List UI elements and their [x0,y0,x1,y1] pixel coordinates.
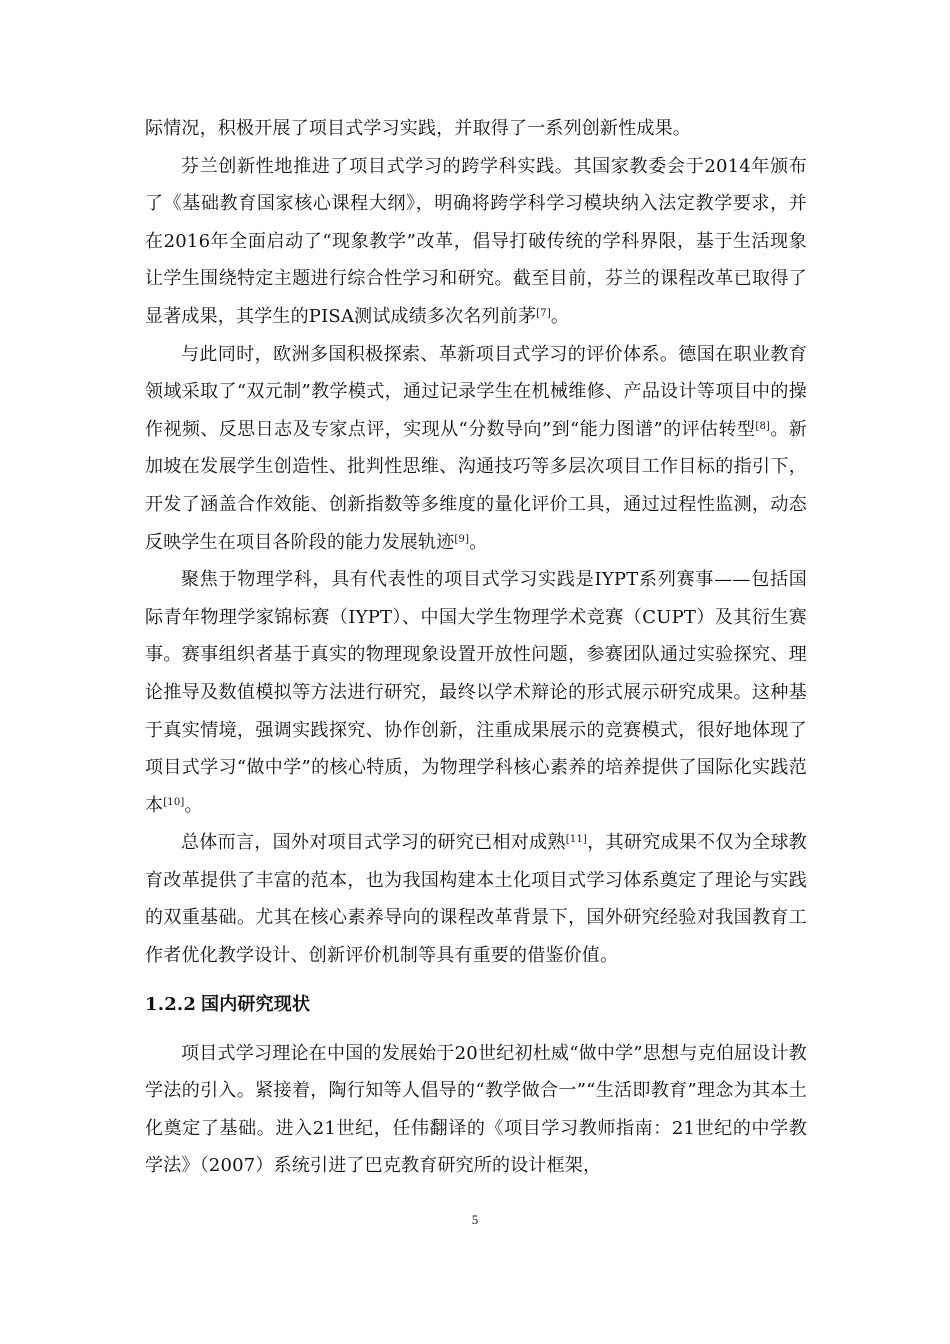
paragraph-text: ，其研究成果不仅为全球教育改革提供了丰富的范本，也为我国构建本土化项目式学习体系奠定了理论与实践的双重基础。尤其在核心素养导向的课程改革背景下，国外研究经验对我国教育工作者优化教学设计、创新评价机制等具有重要的借鉴价值。 [145,832,808,967]
citation-ref: [7] [536,307,551,319]
section-title: 国内研究现状 [201,993,311,1015]
citation-ref: [8] [755,420,771,432]
paragraph-end: 。 [184,794,203,816]
citation-ref: [10] [163,796,185,808]
section-number: 1.2.2 [145,993,197,1015]
paragraph-end: 。 [550,305,570,327]
paragraph-text: 。新加坡在发展学生创造性、批判性思维、沟通技巧等多层次项目工作目标的指引下，开发了涵盖合作效能、创新指数等多维度的量化评价工具，通过过程性监测，动态反映学生在项目各阶段的能力发展轨迹 [145,418,807,553]
paragraph-finland [145,148,807,336]
paragraph-text: 际情况，积极开展了项目式学习实践，并取得了一系列创新性成果。 [145,118,691,139]
paragraph-continuation [145,110,807,148]
paragraph-physics [145,561,807,824]
citation-ref: [9] [454,533,470,545]
page-number: 5 [471,1212,479,1227]
paragraph-text: 聚焦于物理学科，具有代表性的项目式学习实践是IYPT系列赛事——包括国际青年物理学家锦标赛（IYPT）、中国大学生物理学术竞赛（CUPT）及其衍生赛事。赛事组织者基于真实的物理现象设置开放性问题，参赛团队通过实验探究、理论推导及数值模拟等方法进行研究，最终以学术辩论的形式展示研究成果。这种基于真实情境，强调实践探究、协作创新，注重成果展示的竞赛模式，很好地体现了项目式学习“做中学”的核心特质，为物理学科核心素养的培养提供了国际化实践范本 [145,569,807,816]
paragraph-text: 芬兰创新性地推进了项目式学习的跨学科实践。其国家教委会于2014年颁布了《基础教育国家核心课程大纲》，明确将跨学科学习模块纳入法定教学要求，并在2016年全面启动了“现象教学”改革，倡导打破传统的学科界限，基于生活现象让学生围绕特定主题进行综合性学习和研究。截至目前，芬兰的课程改革已取得了显著成果，其学生的PISA测试成绩多次名列前茅 [145,155,807,327]
section-heading [145,985,807,1025]
paragraph-europe [145,336,807,562]
paragraph-end: 。 [469,531,488,553]
body-text [145,110,807,1185]
paragraph-text: 总体而言，国外对项目式学习的研究已相对成熟 [181,832,566,854]
paragraph-text: 项目式学习理论在中国的发展始于20世纪初杜威“做中学”思想与克伯屈设计教学法的引入。紧接着，陶行知等人倡导的“教学做合一”“生活即教育”理念为其本土化奠定了基础。进入21世纪，任伟翻译的《项目学习教师指南：21世纪的中学教学法》（2007）系统引进了巴克教育研究所的设计框架， [145,1042,807,1177]
paragraph-summary [145,824,807,974]
paragraph-text: 与此同时，欧洲多国积极探索、革新项目式学习的评价体系。德国在职业教育领域采取了“双元制”教学模式，通过记录学生在机械维修、产品设计等项目中的操作视频、反思日志及专家点评，实现从“分数导向”到“能力图谱”的评估转型 [145,343,807,440]
citation-ref: [11] [565,834,588,846]
paragraph-domestic [145,1035,807,1185]
